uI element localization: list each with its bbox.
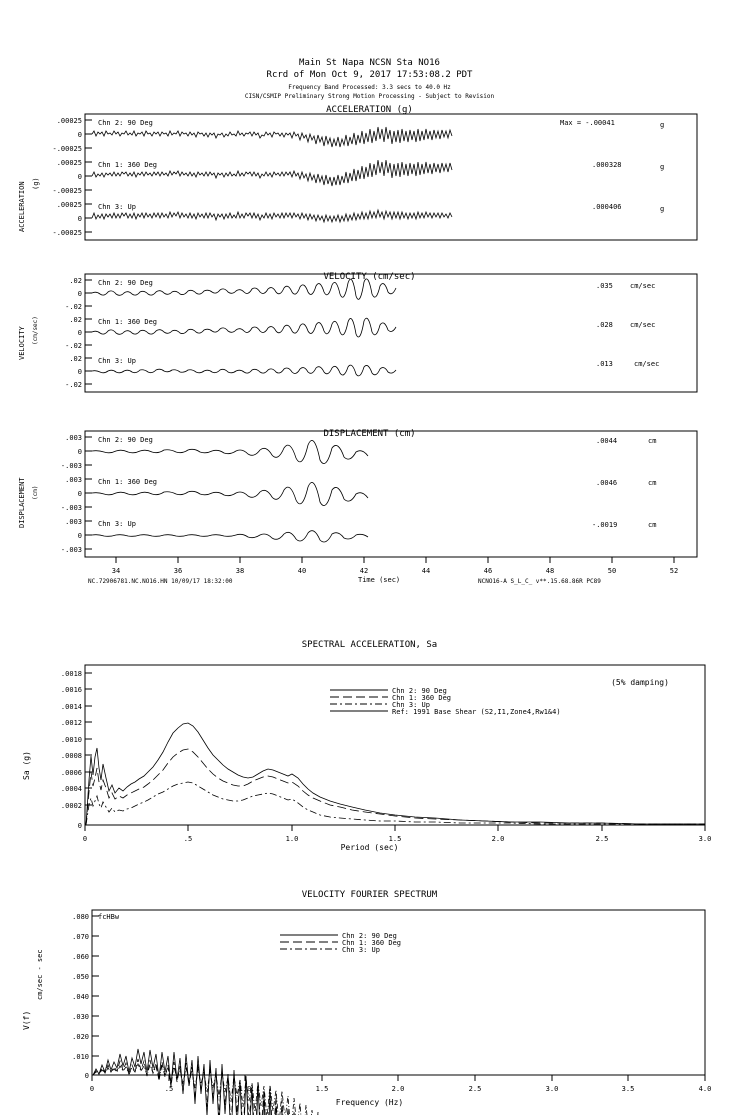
spectral-xlabel: Period (sec) bbox=[340, 843, 399, 852]
svg-text:2.0: 2.0 bbox=[491, 835, 505, 843]
fourier-plot bbox=[40, 905, 720, 1100]
vel-ch2-unit: cm/sec bbox=[630, 282, 656, 290]
header-station-line: Main St Napa NCSN Sta NO16 bbox=[299, 58, 440, 68]
svg-text:.5: .5 bbox=[183, 835, 193, 843]
displacement-axis-units: (cm) bbox=[32, 485, 39, 500]
footer-left: NC.72906781.NC.NO16.HN 10/09/17 18:32:00 bbox=[88, 578, 233, 585]
spectral-damping-note: (5% damping) bbox=[611, 678, 669, 687]
svg-text:36: 36 bbox=[173, 567, 183, 575]
svg-text:52: 52 bbox=[669, 567, 679, 575]
svg-text:3.5: 3.5 bbox=[621, 1085, 635, 1093]
vel-ch2-label: Chn 2: 90 Deg bbox=[98, 279, 153, 287]
footer-right: NCNO16-A S_L_C_ v**.15.68.86R PC89 bbox=[478, 578, 601, 585]
disp-ch1-unit: cm bbox=[648, 479, 657, 487]
displacement-axis-label: DISPLACEMENT bbox=[18, 477, 26, 528]
vel-ch1-peak: .028 bbox=[596, 321, 613, 329]
svg-text:0: 0 bbox=[77, 490, 82, 498]
time-axis bbox=[40, 555, 700, 577]
svg-text:Ref: 1991 Base Shear (S2,I1,Zo: Ref: 1991 Base Shear (S2,I1,Zone4,Rw1&4) bbox=[392, 708, 561, 716]
svg-text:1.0: 1.0 bbox=[285, 835, 299, 843]
svg-text:-.00025: -.00025 bbox=[52, 187, 82, 195]
svg-text:-.003: -.003 bbox=[60, 504, 82, 512]
svg-text:44: 44 bbox=[421, 567, 431, 575]
vel-trace-ch3 bbox=[92, 365, 396, 376]
disp-ch3-unit: cm bbox=[648, 521, 657, 529]
fourier-yunits: cm/sec - sec bbox=[36, 949, 44, 1000]
svg-text:Chn 1: 360 Deg: Chn 1: 360 Deg bbox=[342, 939, 402, 947]
disp-trace-ch3 bbox=[92, 531, 368, 542]
acceleration-title: ACCELERATION (g) bbox=[326, 105, 413, 115]
svg-text:.0016: .0016 bbox=[60, 686, 82, 694]
svg-text:.0008: .0008 bbox=[60, 752, 82, 760]
acc-ch2-label: Chn 2: 90 Deg bbox=[98, 119, 153, 127]
vel-ch3-unit: cm/sec bbox=[634, 360, 660, 368]
svg-text:0: 0 bbox=[82, 835, 88, 843]
svg-text:1.5: 1.5 bbox=[388, 835, 402, 843]
svg-text:-.00025: -.00025 bbox=[52, 229, 82, 237]
svg-text:.030: .030 bbox=[72, 1013, 89, 1021]
acc-ch2-unit: g bbox=[660, 121, 665, 129]
svg-text:0: 0 bbox=[77, 290, 82, 298]
acc-ch3-label: Chn 3: Up bbox=[98, 203, 136, 211]
svg-text:0: 0 bbox=[84, 1072, 89, 1080]
svg-text:48: 48 bbox=[545, 567, 555, 575]
svg-text:-.003: -.003 bbox=[60, 546, 82, 554]
svg-text:.02: .02 bbox=[69, 355, 82, 363]
acceleration-plot bbox=[40, 112, 700, 242]
svg-text:.0004: .0004 bbox=[60, 785, 82, 793]
spectral-title: SPECTRAL ACCELERATION, Sa bbox=[301, 640, 438, 650]
svg-text:38: 38 bbox=[235, 567, 245, 575]
svg-text:40: 40 bbox=[297, 567, 307, 575]
velocity-axis-label: VELOCITY bbox=[18, 326, 26, 360]
displacement-title: DISPLACEMENT (cm) bbox=[323, 429, 416, 439]
svg-text:0: 0 bbox=[77, 215, 82, 223]
fourier-corner-note: fcHBw bbox=[98, 913, 120, 921]
svg-text:.003: .003 bbox=[65, 434, 82, 442]
spectral-trace-ch2 bbox=[86, 723, 705, 825]
svg-text:46: 46 bbox=[483, 567, 493, 575]
velocity-plot bbox=[40, 272, 700, 394]
svg-text:3.0: 3.0 bbox=[698, 835, 712, 843]
disp-ch1-label: Chn 1: 360 Deg bbox=[98, 478, 158, 486]
acc-ch1-label: Chn 1: 360 Deg bbox=[98, 161, 158, 169]
svg-text:Chn 3: Up: Chn 3: Up bbox=[342, 946, 380, 954]
disp-ch3-peak: -.0019 bbox=[592, 521, 618, 529]
svg-text:Chn 2: 90 Deg: Chn 2: 90 Deg bbox=[392, 687, 447, 695]
disp-ch2-label: Chn 2: 90 Deg bbox=[98, 436, 153, 444]
acc-ch1-peak: .000328 bbox=[592, 161, 622, 169]
svg-text:1.5: 1.5 bbox=[315, 1085, 329, 1093]
svg-text:-.02: -.02 bbox=[65, 342, 82, 350]
svg-text:0: 0 bbox=[77, 448, 82, 456]
svg-text:50: 50 bbox=[607, 567, 617, 575]
vel-ch1-label: Chn 1: 360 Deg bbox=[98, 318, 158, 326]
fourier-trace-ch3 bbox=[93, 1064, 657, 1115]
svg-text:4.0: 4.0 bbox=[698, 1085, 712, 1093]
acc-ch2-peak: Max = -.00041 bbox=[560, 119, 615, 127]
spectral-plot bbox=[40, 660, 720, 850]
fourier-xlabel: Frequency (Hz) bbox=[335, 1098, 404, 1107]
svg-text:0: 0 bbox=[77, 368, 82, 376]
svg-text:0: 0 bbox=[77, 532, 82, 540]
spectral-ylabel: Sa (g) bbox=[22, 751, 31, 780]
disp-ch3-label: Chn 3: Up bbox=[98, 520, 136, 528]
svg-text:.003: .003 bbox=[65, 476, 82, 484]
svg-text:.040: .040 bbox=[72, 993, 89, 1001]
svg-text:0: 0 bbox=[89, 1085, 95, 1093]
acc-ch1-unit: g bbox=[660, 163, 665, 171]
svg-text:-.02: -.02 bbox=[65, 381, 82, 389]
fourier-ylabel: V(f) bbox=[22, 1010, 31, 1030]
svg-text:2.5: 2.5 bbox=[468, 1085, 482, 1093]
svg-text:.003: .003 bbox=[65, 518, 82, 526]
svg-text:Chn 3: Up: Chn 3: Up bbox=[392, 701, 430, 709]
svg-text:.00025: .00025 bbox=[56, 117, 82, 125]
svg-text:.00025: .00025 bbox=[56, 159, 82, 167]
acc-trace-ch3 bbox=[92, 210, 452, 222]
svg-text:0: 0 bbox=[77, 131, 82, 139]
velocity-axis-units: (cm/sec) bbox=[32, 316, 39, 345]
header-frequency-band: Frequency Band Processed: 3.3 secs to 40.0 Hz bbox=[288, 84, 451, 91]
fourier-title: VELOCITY FOURIER SPECTRUM bbox=[301, 890, 438, 900]
acc-trace-ch2 bbox=[92, 127, 452, 147]
svg-text:Chn 1: 360 Deg: Chn 1: 360 Deg bbox=[392, 694, 452, 702]
vel-ch2-peak: .035 bbox=[596, 282, 613, 290]
spectral-legend bbox=[330, 687, 561, 716]
svg-text:.050: .050 bbox=[72, 973, 89, 981]
svg-text:.0006: .0006 bbox=[60, 769, 82, 777]
acceleration-axis-units: (g) bbox=[32, 177, 40, 190]
svg-text:-.003: -.003 bbox=[60, 462, 82, 470]
acc-ch3-unit: g bbox=[660, 205, 665, 213]
svg-text:.0012: .0012 bbox=[60, 719, 82, 727]
velocity-title: VELOCITY (cm/sec) bbox=[323, 272, 416, 282]
svg-text:0: 0 bbox=[77, 173, 82, 181]
svg-text:.0014: .0014 bbox=[60, 703, 82, 711]
vel-ch3-peak: .013 bbox=[596, 360, 613, 368]
svg-text:.00025: .00025 bbox=[56, 201, 82, 209]
svg-text:.020: .020 bbox=[72, 1033, 89, 1041]
svg-text:.060: .060 bbox=[72, 953, 89, 961]
vel-ch1-unit: cm/sec bbox=[630, 321, 656, 329]
svg-text:.5: .5 bbox=[164, 1085, 174, 1093]
acceleration-axis-label: ACCELERATION bbox=[18, 181, 26, 232]
fourier-legend bbox=[280, 932, 401, 954]
svg-text:.0010: .0010 bbox=[60, 736, 82, 744]
svg-text:0: 0 bbox=[77, 329, 82, 337]
svg-text:1.0: 1.0 bbox=[238, 1085, 252, 1093]
header-record-time: Rcrd of Mon Oct 9, 2017 17:53:08.2 PDT bbox=[266, 70, 473, 80]
svg-text:.070: .070 bbox=[72, 933, 89, 941]
svg-text:.0002: .0002 bbox=[60, 802, 82, 810]
svg-text:.02: .02 bbox=[69, 277, 82, 285]
displacement-plot bbox=[40, 429, 700, 559]
svg-text:.0018: .0018 bbox=[60, 670, 82, 678]
spectral-trace-ch1 bbox=[86, 749, 705, 825]
acc-ch3-peak: .000406 bbox=[592, 203, 622, 211]
svg-text:.02: .02 bbox=[69, 316, 82, 324]
svg-text:2.0: 2.0 bbox=[391, 1085, 405, 1093]
footer-time-label: Time (sec) bbox=[358, 576, 401, 584]
svg-text:3.0: 3.0 bbox=[545, 1085, 559, 1093]
svg-text:.010: .010 bbox=[72, 1053, 89, 1061]
disp-ch1-peak: .0046 bbox=[596, 479, 618, 487]
svg-text:Chn 2: 90 Deg: Chn 2: 90 Deg bbox=[342, 932, 397, 940]
svg-text:2.5: 2.5 bbox=[595, 835, 609, 843]
disp-ch2-unit: cm bbox=[648, 437, 657, 445]
svg-text:0: 0 bbox=[77, 822, 82, 830]
vel-ch3-label: Chn 3: Up bbox=[98, 357, 136, 365]
disp-ch2-peak: .0044 bbox=[596, 437, 618, 445]
svg-text:-.02: -.02 bbox=[65, 303, 82, 311]
svg-text:-.00025: -.00025 bbox=[52, 145, 82, 153]
svg-text:.080: .080 bbox=[72, 913, 89, 921]
svg-text:34: 34 bbox=[111, 567, 121, 575]
header-processing-note: CISN/CSMIP Preliminary Strong Motion Processing - Subject to Revision bbox=[244, 93, 495, 100]
svg-text:42: 42 bbox=[359, 567, 369, 575]
spectral-trace-ch3 bbox=[86, 782, 705, 825]
